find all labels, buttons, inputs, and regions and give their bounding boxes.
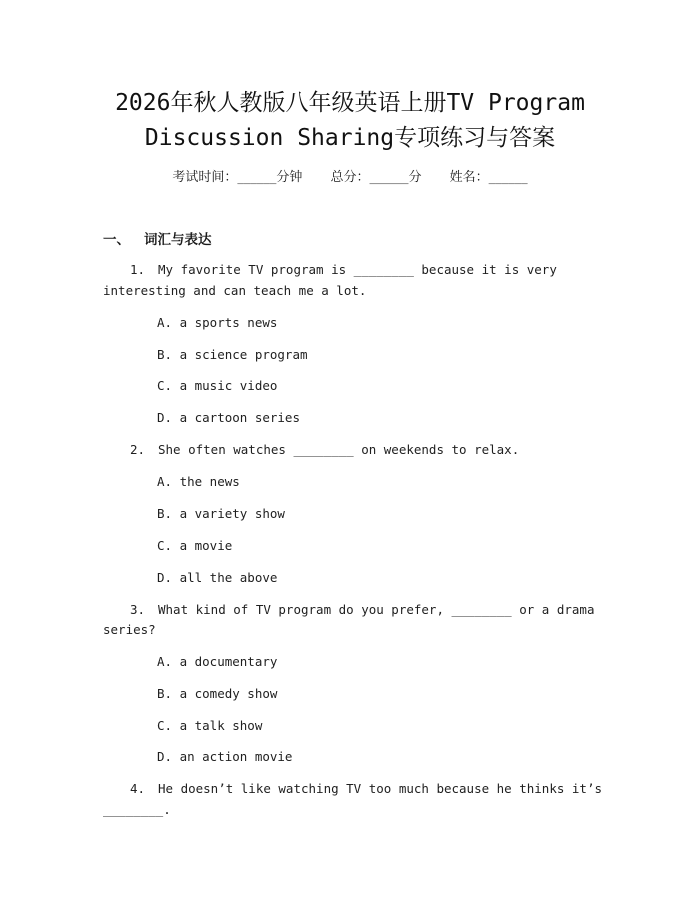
question-text: My favorite TV program is ________ because it is very — [158, 262, 557, 277]
question-2 — [130, 440, 519, 460]
question-2-option-a: A. the news — [157, 474, 240, 489]
section-number: 一、 — [103, 232, 130, 248]
question-2-option-d: D. all the above — [157, 570, 278, 585]
question-3-option-c: C. a talk show — [157, 718, 263, 733]
question-number: 2. — [130, 442, 146, 457]
question-number: 1. — [130, 262, 146, 277]
question-1 — [130, 260, 557, 280]
question-4-continuation: ________. — [103, 802, 171, 817]
section-title: 词汇与表达 — [144, 232, 212, 248]
question-number: 4. — [130, 781, 146, 796]
question-3 — [130, 600, 595, 620]
question-3-option-b: B. a comedy show — [157, 686, 278, 701]
question-3-continuation: series? — [103, 622, 156, 637]
question-3-option-a: A. a documentary — [157, 654, 278, 669]
document-title-line-1: 2026年秋人教版八年级英语上册TV Program — [115, 90, 585, 116]
question-2-option-b: B. a variety show — [157, 506, 285, 521]
question-1-option-c: C. a music video — [157, 378, 278, 393]
question-1-continuation: interesting and can teach me a lot. — [103, 283, 367, 298]
question-1-option-b: B. a science program — [157, 347, 308, 362]
exam-total-score: 总分：______分 — [330, 170, 422, 185]
exam-name-field: 姓名：______ — [449, 170, 528, 185]
exam-time: 考试时间：______分钟 — [172, 170, 303, 185]
question-1-option-d: D. a cartoon series — [157, 410, 300, 425]
section-heading — [103, 230, 212, 250]
question-4 — [130, 779, 602, 799]
question-number: 3. — [130, 602, 146, 617]
question-text: He doesn’t like watching TV too much because he thinks it’s — [158, 781, 603, 796]
question-1-option-a: A. a sports news — [157, 315, 278, 330]
exam-info — [0, 168, 700, 188]
question-2-option-c: C. a movie — [157, 538, 233, 553]
question-text: She often watches ________ on weekends to relax. — [158, 442, 520, 457]
question-3-option-d: D. an action movie — [157, 749, 293, 764]
document-title-line-2: Discussion Sharing专项练习与答案 — [144, 125, 556, 151]
question-text: What kind of TV program do you prefer, ________ or a drama — [158, 602, 595, 617]
